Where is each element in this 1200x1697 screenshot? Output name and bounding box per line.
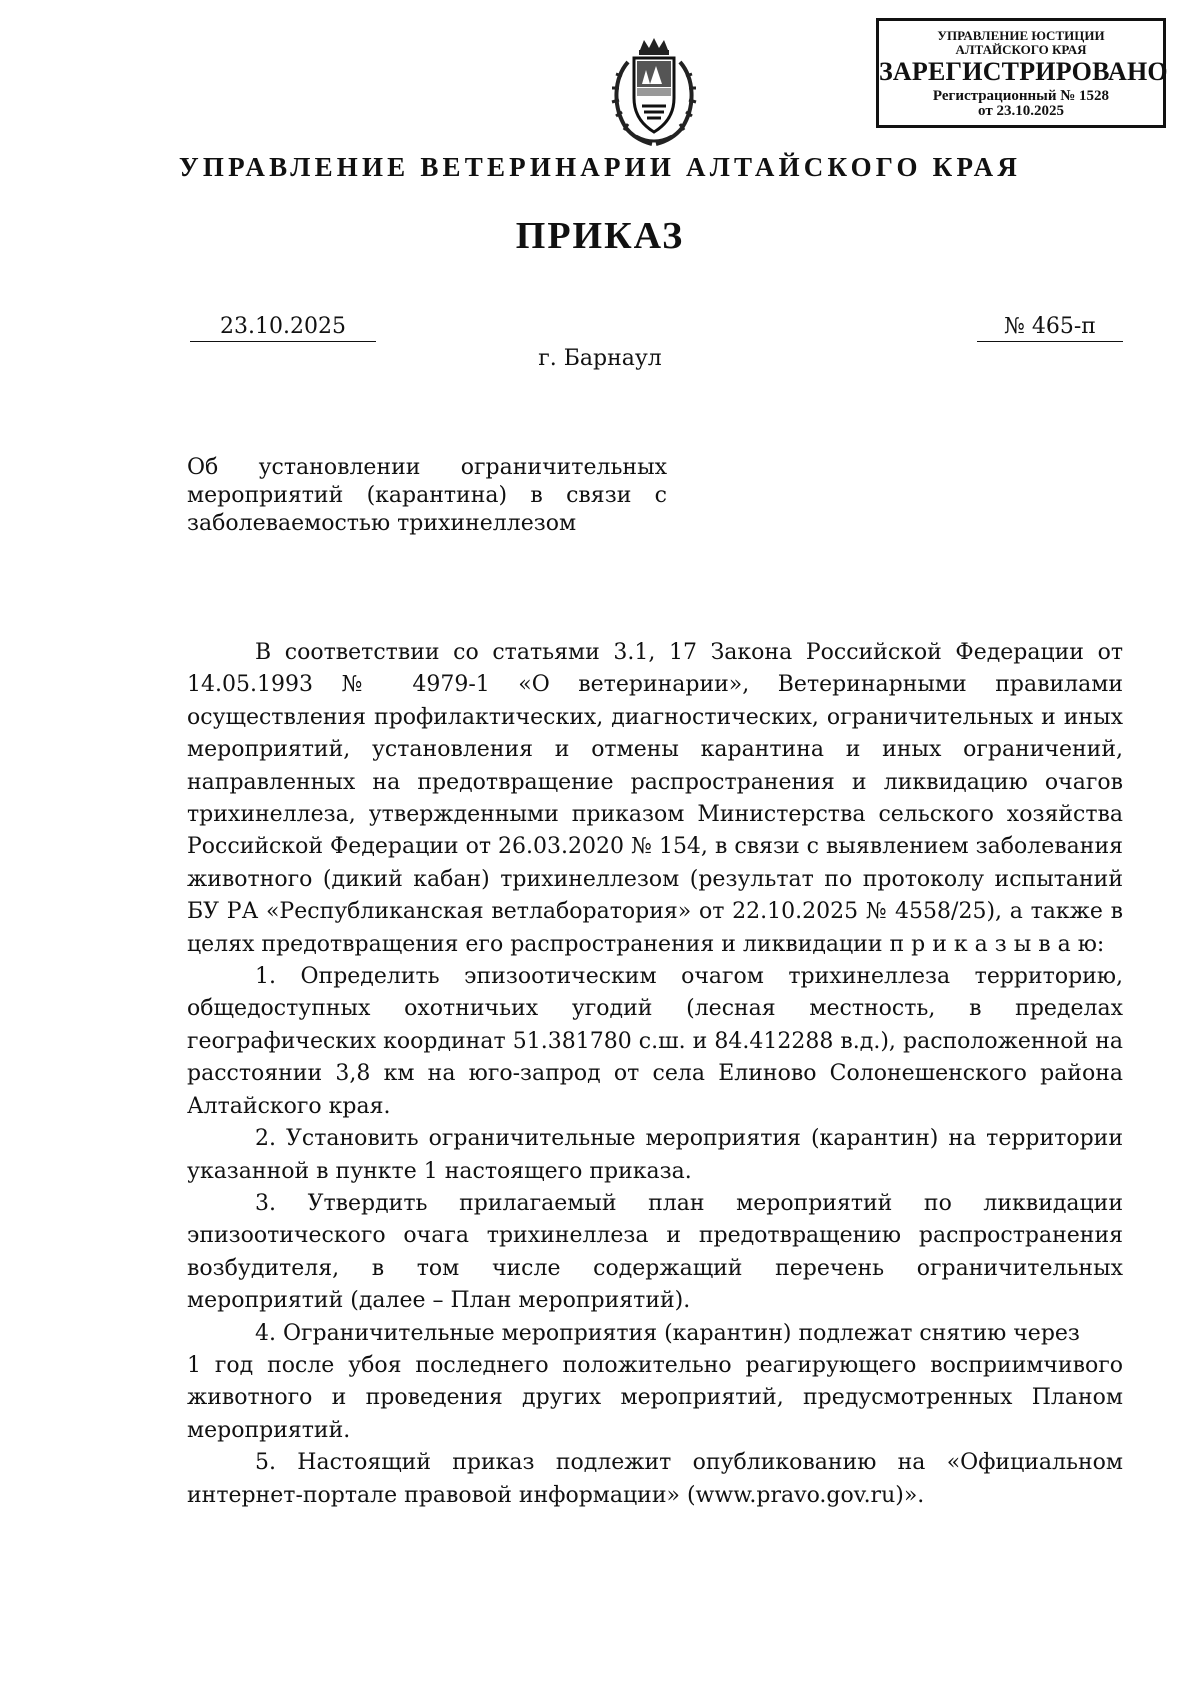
order-item-3: 3. Утвердить прилагаемый план мероприятий по ликвидации эпизоотического очага трихинеллеза и предотвращению распространения возбудителя, в том числе содержащий перечень ограничительных мероприятий (далее – План мероприятий). [187, 1190, 1123, 1314]
order-number: № 465-п [977, 314, 1123, 342]
stamp-agency-line2: АЛТАЙСКОГО КРАЯ [955, 41, 1087, 57]
order-item-5: 5. Настоящий приказ подлежит опубликованию на «Официальном интернет-портале правовой информации» (www.pravo.gov.ru)». [187, 1450, 1123, 1508]
stamp-agency-line1: УПРАВЛЕНИЕ ЮСТИЦИИ [937, 28, 1105, 43]
order-item-4-first-line: 4. Ограничительные мероприятия (карантин) подлежат снятию через [255, 1320, 1080, 1346]
stamp-registration-number: Регистрационный № 1528 [932, 87, 1110, 104]
coat-of-arms-icon [606, 36, 702, 148]
order-item-4-continuation: 1 год после убоя последнего положительно реагирующего восприимчивого животного и проведения других мероприятий, предусмотренных Планом мероприятий. [187, 1352, 1123, 1443]
preamble-paragraph: В соответствии со статьями 3.1, 17 Закона Российской Федерации от 14.05.1993 № 4979-1 «О ветеринарии», Ветеринарными правилами осуществления профилактических, диагностических, ограничительных и иных мероприятий, установления и отмены карантина и иных ограничений, направленных на предотвращение распространения и ликвидацию очагов трихинеллеза, утвержденными приказом Министерства сельского хозяйства Российской Федерации от 26.03.2020 № 154, в связи с выявлением заболевания животного (дикий кабан) трихинеллезом (результат по протоколу испытаний БУ РА «Республиканская ветлаборатория» от 22.10.2025 № 4558/25), а также в целях предотвращения его распространения и ликвидации п р и к а з ы в а ю: [187, 640, 1123, 957]
registration-stamp [876, 18, 1166, 128]
document-type: ПРИКАЗ [515, 215, 685, 257]
subject-line: заболеваемостью трихинеллезом [187, 511, 577, 536]
order-item-1: 1. Определить эпизоотическим очагом трихинеллеза территорию, общедоступных охотничьих угодий (лесная местность, в пределах географических координат 51.381780 с.ш. и 84.412288 в.д.), расположенной на расстоянии 3,8 км на юго-запрод от села Елиново Солонешенского района Алтайского края. [187, 964, 1123, 1119]
order-date: 23.10.2025 [190, 314, 376, 342]
subject-line: Об установлении ограничительных [187, 455, 667, 480]
subject-line: мероприятий (карантина) в связи с [187, 483, 667, 508]
order-subject [187, 454, 667, 538]
order-item-2: 2. Установить ограничительные мероприятия (карантин) на территории указанной в пункте 1 настоящего приказа. [187, 1126, 1123, 1184]
order-body [187, 637, 1123, 1512]
stamp-status: ЗАРЕГИСТРИРОВАНО [879, 57, 1168, 87]
order-city: г. Барнаул [538, 346, 662, 371]
organization-name: УПРАВЛЕНИЕ ВЕТЕРИНАРИИ АЛТАЙСКОГО КРАЯ [178, 152, 1022, 182]
stamp-registration-date: от 23.10.2025 [978, 103, 1064, 120]
